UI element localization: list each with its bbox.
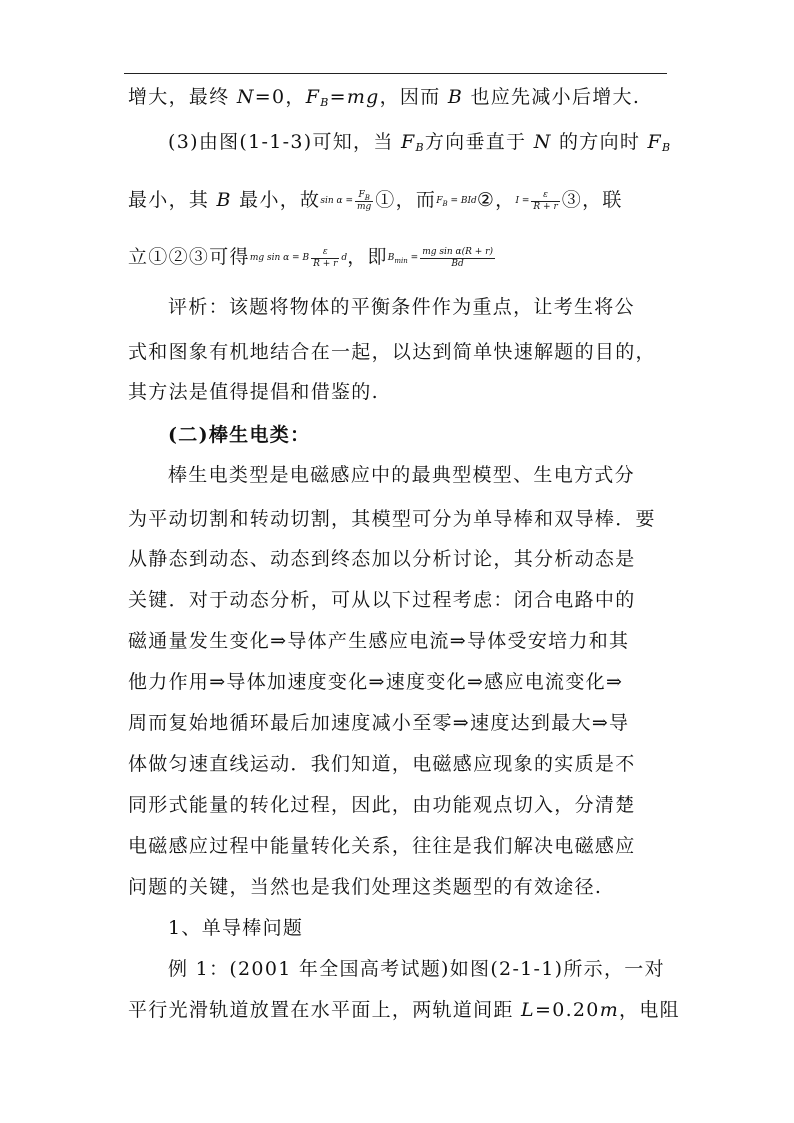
text-line-10: 为平动切割和转动切割，其模型可分为单导棒和双导棒．要 bbox=[128, 508, 656, 530]
text-line-21: 例 1：(2001 年全国高考试题)如图(2-1-1)所示，一对 bbox=[168, 958, 665, 980]
text-line-11: 从静态到动态、动态到终态加以分析讨论，其分析动态是 bbox=[128, 548, 636, 570]
text-line-17: 同形式能量的转化过程，因此，由功能观点切入，分清楚 bbox=[128, 794, 636, 816]
text-line-13: 磁通量发生变化⇒导体产生感应电流⇒导体受安培力和其 bbox=[128, 630, 630, 652]
text-line-22: 平行光滑轨道放置在水平面上，两轨道间距 L=0.20m，电阻 bbox=[128, 999, 680, 1021]
text-line-9: 棒生电类型是电磁感应中的最典型模型、生电方式分 bbox=[168, 464, 635, 486]
fraction-sin: $\frac{F_B}{mg}$ bbox=[357, 189, 372, 212]
fraction-bmin: $\frac{\text{mg sin α(R + r)}}{Bd}$ bbox=[422, 246, 493, 269]
formula-line-3: 最小，其 B 最小，故sin α = $\frac{F_B}{mg}$ ①，而$F_B$ = BId②，I = $\frac{\varepsilon}{R + r}$ ③，联 bbox=[128, 189, 623, 212]
text-line-16: 体做匀速直线运动．我们知道，电磁感应现象的实质是不 bbox=[128, 753, 636, 775]
formula-line-4: 立①②③可得mg sin α = B $\frac{\varepsilon}{R + r}$ d，即$B_{min}$ = $\frac{\text{mg sin α(R + r)}}{Bd}$ bbox=[128, 246, 493, 269]
text-line-7: 其方法是值得提倡和借鉴的. bbox=[128, 381, 379, 403]
section-heading: (二)棒生电类： bbox=[168, 424, 311, 446]
text-line-15: 周而复始地循环最后加速度减小至零⇒速度达到最大⇒导 bbox=[128, 712, 630, 734]
text-line-6: 式和图象有机地结合在一起，以达到简单快速解题的目的， bbox=[128, 341, 656, 363]
subheading-single-rod: 1、单导棒问题 bbox=[168, 917, 304, 939]
fraction-current: $\frac{\varepsilon}{R + r}$ bbox=[533, 189, 558, 212]
text-line-5: 评析：该题将物体的平衡条件作为重点，让考生将公 bbox=[168, 296, 635, 318]
text-line-1: 增大，最终 N=0，$F_B=mg$，因而 B 也应先减小后增大. bbox=[128, 86, 641, 109]
text-line-18: 电磁感应过程中能量转化关系，往往是我们解决电磁感应 bbox=[128, 835, 636, 857]
text-line-14: 他力作用⇒导体加速度变化⇒速度变化⇒感应电流变化⇒ bbox=[128, 671, 624, 693]
header-rule bbox=[124, 73, 667, 74]
text-line-19: 问题的关键，当然也是我们处理这类题型的有效途径. bbox=[128, 876, 603, 898]
fraction-emf: $\frac{\varepsilon}{R + r}$ bbox=[313, 246, 338, 269]
text-line-2: (3)由图(1-1-3)可知，当 $F_B$方向垂直于 N 的方向时 $F_B$ bbox=[168, 131, 672, 154]
text-line-12: 关键．对于动态分析，可从以下过程考虑：闭合电路中的 bbox=[128, 589, 636, 611]
